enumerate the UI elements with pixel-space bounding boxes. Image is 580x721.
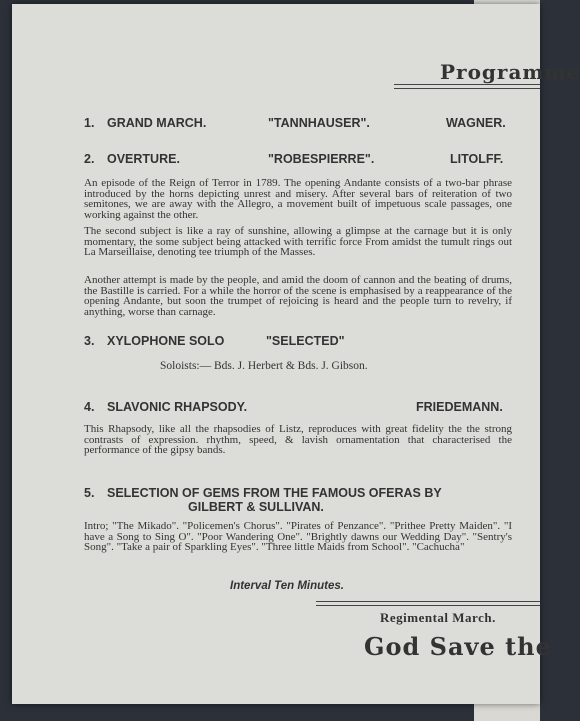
item-2-number: 2.: [84, 152, 95, 166]
item-1-number: 1.: [84, 116, 95, 130]
item-2-paragraph-2: The second subject is like a ray of sunshine, allowing a glimpse at the carnage but it is only momentary, the some subject being attacked with terrific force From amidst the tumult rings out La Marseillaise, denoting tee triumph of the Masses.: [84, 225, 512, 258]
programme-sheet: [12, 4, 580, 704]
item-5-number: 5.: [84, 486, 95, 500]
item-3-title: XYLOPHONE SOLO: [107, 334, 225, 348]
item-3-soloists: Soloists:— Bds. J. Herbert & Bds. J. Gibson.: [160, 360, 368, 372]
item-4-number: 4.: [84, 400, 95, 414]
item-2-piece: "ROBESPIERRE".: [268, 152, 375, 166]
item-5-title-line-2: GILBERT & SULLIVAN.: [188, 500, 324, 514]
god-save-the: God Save the: [364, 632, 552, 661]
item-1-composer: WAGNER.: [446, 116, 506, 130]
item-2-composer: LITOLFF.: [450, 152, 504, 166]
header-rule: [394, 84, 540, 89]
regimental-march: Regimental March.: [380, 610, 496, 625]
item-5-title-line-1: SELECTION OF GEMS FROM THE FAMOUS OFERAS BY: [107, 486, 442, 500]
item-4-title: SLAVONIC RHAPSODY.: [107, 400, 248, 414]
footer-rule: [316, 601, 540, 606]
item-2-paragraph-3: Another attempt is made by the people, and amid the doom of cannon and the beating of drums, the Bastille is carried. For a while the horror of the scene is emphasised by a reappearance of the opening Andante, but soon the trumpet of rejoicing is heard and the people turn to revelry, if anything, worse than carnage.: [84, 274, 512, 318]
item-3-piece: "SELECTED": [266, 334, 345, 348]
item-3-number: 3.: [84, 334, 95, 348]
item-4-paragraph: This Rhapsody, like all the rhapsodies of Listz, reproduces with great fidelity the the strong contrasts of expression. rhythm, speed, & lavish ornamentation that characterised the performance of the gipsy bands.: [84, 423, 512, 456]
page-title: Programme: [440, 60, 580, 84]
item-2-title: OVERTURE.: [107, 152, 180, 166]
item-1-piece: "TANNHAUSER".: [268, 116, 370, 130]
item-4-composer: FRIEDEMANN.: [416, 400, 503, 414]
item-1-title: GRAND MARCH.: [107, 116, 207, 130]
item-5-paragraph: Intro; "The Mikado". "Policemen's Chorus". "Pirates of Penzance". "Prithee Pretty Maiden". "I have a Song to Sing O". "Poor Wandering One". "Brightly dawns our Wedding Day". "Sentry's Song". "Take a pair of Sparkling Eyes". "Three little Maids from School". "Cachucha": [84, 520, 512, 553]
interval-note: Interval Ten Minutes.: [230, 580, 344, 592]
item-2-paragraph-1: An episode of the Reign of Terror in 1789. The opening Andante consists of a two-bar phrase introduced by the horns depicting unrest and misery. After several bars of reiteration of two semitones, we are away with the Allegro, a movement built of impetuous scale passages, one working against the other.: [84, 177, 512, 221]
